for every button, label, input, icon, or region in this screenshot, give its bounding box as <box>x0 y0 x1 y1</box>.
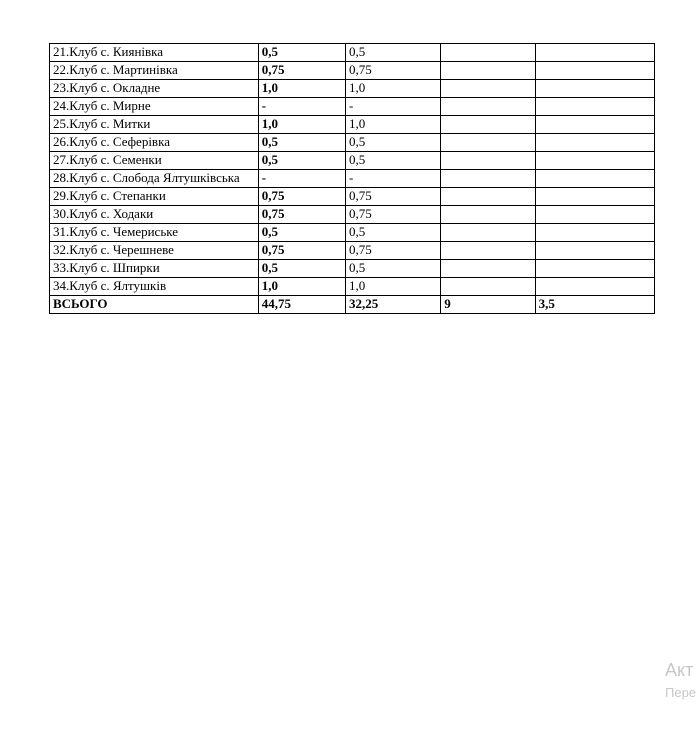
club-name-cell: 34.Клуб с. Ялтушків <box>50 278 259 296</box>
club-name-cell: 24.Клуб с. Мирне <box>50 98 259 116</box>
value-cell-3 <box>441 152 535 170</box>
table-row <box>50 98 655 116</box>
value-cell-4 <box>535 98 654 116</box>
table-row <box>50 134 655 152</box>
total-value-cell-2: 32,25 <box>345 296 440 314</box>
value-cell-3 <box>441 116 535 134</box>
value-cell-2: 0,75 <box>345 62 440 80</box>
value-cell-4 <box>535 260 654 278</box>
value-cell-1: 0,75 <box>258 188 345 206</box>
value-cell-4 <box>535 152 654 170</box>
value-cell-2: 1,0 <box>345 278 440 296</box>
value-cell-2: - <box>345 98 440 116</box>
value-cell-2: 0,5 <box>345 134 440 152</box>
value-cell-1: 1,0 <box>258 80 345 98</box>
value-cell-2: 0,5 <box>345 152 440 170</box>
value-cell-2: 0,75 <box>345 206 440 224</box>
activation-watermark-title: Акт <box>665 660 694 680</box>
club-name-cell: 33.Клуб с. Шпирки <box>50 260 259 278</box>
value-cell-4 <box>535 44 654 62</box>
table-row <box>50 152 655 170</box>
table-row <box>50 260 655 278</box>
value-cell-1: - <box>258 98 345 116</box>
value-cell-3 <box>441 188 535 206</box>
value-cell-3 <box>441 278 535 296</box>
value-cell-2: 0,75 <box>345 188 440 206</box>
value-cell-1: 0,5 <box>258 260 345 278</box>
value-cell-3 <box>441 260 535 278</box>
table-row <box>50 116 655 134</box>
value-cell-4 <box>535 206 654 224</box>
value-cell-4 <box>535 170 654 188</box>
value-cell-1: 0,75 <box>258 206 345 224</box>
value-cell-4 <box>535 62 654 80</box>
value-cell-4 <box>535 278 654 296</box>
value-cell-1: 0,5 <box>258 224 345 242</box>
table-row <box>50 80 655 98</box>
club-name-cell: 26.Клуб с. Сеферівка <box>50 134 259 152</box>
value-cell-4 <box>535 80 654 98</box>
club-name-cell: 25.Клуб с. Митки <box>50 116 259 134</box>
total-value-cell-1: 44,75 <box>258 296 345 314</box>
total-value-cell-4: 3,5 <box>535 296 654 314</box>
value-cell-3 <box>441 206 535 224</box>
value-cell-1: 0,5 <box>258 44 345 62</box>
value-cell-2: - <box>345 170 440 188</box>
value-cell-4 <box>535 188 654 206</box>
table-row <box>50 224 655 242</box>
staff-table <box>49 43 655 314</box>
value-cell-2: 0,75 <box>345 242 440 260</box>
table-row <box>50 242 655 260</box>
value-cell-1: 0,75 <box>258 62 345 80</box>
total-label-cell: ВСЬОГО <box>50 296 259 314</box>
value-cell-3 <box>441 98 535 116</box>
table-row <box>50 44 655 62</box>
staff-table-body <box>50 44 655 314</box>
value-cell-2: 1,0 <box>345 80 440 98</box>
value-cell-1: - <box>258 170 345 188</box>
club-name-cell: 31.Клуб с. Чемериське <box>50 224 259 242</box>
value-cell-4 <box>535 242 654 260</box>
club-name-cell: 21.Клуб с. Киянівка <box>50 44 259 62</box>
value-cell-2: 0,5 <box>345 224 440 242</box>
value-cell-4 <box>535 116 654 134</box>
value-cell-3 <box>441 80 535 98</box>
club-name-cell: 29.Клуб с. Степанки <box>50 188 259 206</box>
value-cell-3 <box>441 170 535 188</box>
value-cell-3 <box>441 62 535 80</box>
total-value-cell-3: 9 <box>441 296 535 314</box>
value-cell-1: 1,0 <box>258 278 345 296</box>
table-row <box>50 188 655 206</box>
club-name-cell: 30.Клуб с. Ходаки <box>50 206 259 224</box>
value-cell-1: 0,75 <box>258 242 345 260</box>
value-cell-4 <box>535 224 654 242</box>
value-cell-3 <box>441 134 535 152</box>
table-row <box>50 278 655 296</box>
value-cell-3 <box>441 224 535 242</box>
activation-watermark-subtitle: Пере <box>665 685 696 700</box>
value-cell-3 <box>441 44 535 62</box>
table-row <box>50 170 655 188</box>
club-name-cell: 27.Клуб с. Семенки <box>50 152 259 170</box>
value-cell-1: 0,5 <box>258 152 345 170</box>
club-name-cell: 28.Клуб с. Слобода Ялтушківська <box>50 170 259 188</box>
total-row <box>50 296 655 314</box>
club-name-cell: 32.Клуб с. Черешневе <box>50 242 259 260</box>
table-row <box>50 206 655 224</box>
value-cell-2: 1,0 <box>345 116 440 134</box>
value-cell-1: 0,5 <box>258 134 345 152</box>
value-cell-1: 1,0 <box>258 116 345 134</box>
table-row <box>50 62 655 80</box>
club-name-cell: 23.Клуб с. Окладне <box>50 80 259 98</box>
value-cell-3 <box>441 242 535 260</box>
value-cell-2: 0,5 <box>345 44 440 62</box>
value-cell-2: 0,5 <box>345 260 440 278</box>
club-name-cell: 22.Клуб с. Мартинівка <box>50 62 259 80</box>
value-cell-4 <box>535 134 654 152</box>
